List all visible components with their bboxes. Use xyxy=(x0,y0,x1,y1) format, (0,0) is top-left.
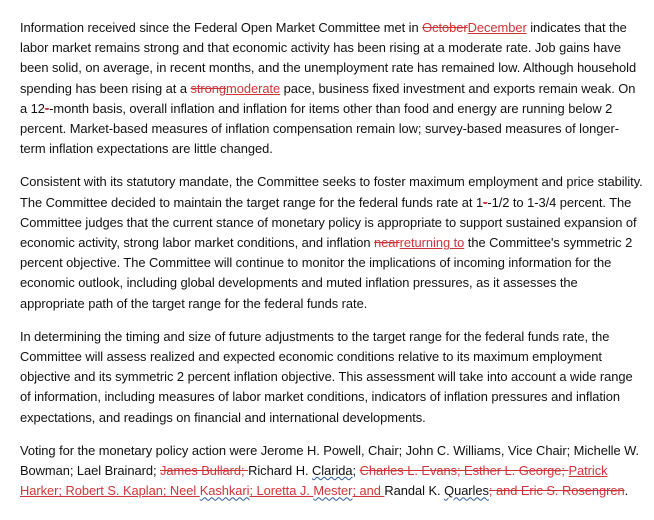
deleted-text[interactable]: Charles L. Evans; Esther L. George; xyxy=(359,463,569,479)
spellcheck-flagged-word[interactable]: Quarles xyxy=(444,483,489,499)
deleted-text[interactable]: - xyxy=(483,194,488,210)
deleted-text[interactable]: October xyxy=(422,20,468,35)
text-run: -month basis, overall inflation and inflation for items other than food and energy are running below 2 percent. Market-based measures of inflation compensation remain low; survey-based measures of longer-term inflation expectations are little changed. xyxy=(20,100,619,157)
text-run: Information received since the Federal Open Market Committee met in xyxy=(20,20,423,35)
inserted-text[interactable]: moderate xyxy=(226,80,281,96)
spellcheck-flagged-word[interactable]: Clarida xyxy=(312,463,353,479)
inserted-text[interactable]: ; and xyxy=(352,483,385,499)
text-run: pace, business fixed investment and exports remain weak. On a 12 xyxy=(20,80,636,116)
text-run: the Committee's symmetric 2 percent objective. The Committee will continue to monitor the implications of incoming information for the economic outlook, including global developments and muted inflation pressures, as it assesses the appropriate path of the target range for the federal funds rate. xyxy=(20,235,633,311)
text-run: Randal K. xyxy=(384,483,445,499)
deleted-text[interactable]: - xyxy=(44,100,50,116)
inserted-text[interactable]: Patrick Harker; Robert S. Kaplan; Neel xyxy=(20,463,608,499)
paragraph-voting-members[interactable] xyxy=(20,441,644,502)
deleted-text[interactable]: James Bullard; xyxy=(160,463,249,479)
paragraph-economic-conditions[interactable] xyxy=(20,18,644,159)
inserted-text[interactable]: returning to xyxy=(399,235,465,251)
inserted-spellcheck-word[interactable]: Mester xyxy=(313,483,353,499)
text-run: In determining the timing and size of future adjustments to the target range for the federal funds rate, the Committee will assess realized and expected economic conditions relative to its maximum employment objective and its symmetric 2 percent inflation objective. This assessment will take into account a wide range of information, including measures of labor market conditions, indicators of inflation pressures and inflation expectations, and readings on financial and international developments. xyxy=(20,328,633,425)
deleted-text[interactable]: ; and Eric S. Rosengren xyxy=(488,483,625,499)
paragraph-policy-decision[interactable] xyxy=(20,172,644,313)
inserted-text[interactable]: ; Loretta J. xyxy=(249,483,314,499)
inserted-spellcheck-word[interactable]: Kashkari xyxy=(199,483,250,499)
inserted-text[interactable]: December xyxy=(467,20,527,35)
text-run: -1/2 to 1-3/4 percent. The Committee judges that the current stance of monetary policy is appropriate to support sustained expansion of economic activity, strong labor market conditions, and inflation xyxy=(20,194,637,251)
text-run: Consistent with its statutory mandate, the Committee seeks to foster maximum employment and price stability. The Committee decided to maintain the target range for the federal funds rate at 1 xyxy=(20,174,643,210)
text-run: ; xyxy=(352,463,360,479)
deleted-text[interactable]: near xyxy=(374,235,400,251)
text-run: Voting for the monetary policy action were Jerome H. Powell, Chair; John C. Williams, Vice Chair; Michelle W. Bowman; Lael Brainard; xyxy=(20,442,640,479)
deleted-text[interactable]: strong xyxy=(190,80,227,96)
text-run: Richard H. xyxy=(248,463,313,479)
paragraph-future-adjustments[interactable] xyxy=(20,327,644,428)
text-run: indicates that the labor market remains strong and that economic activity has been rising at a moderate rate. Job gains have been solid, on average, in recent months, and the unemployment rate has remained low. Although household spending has been rising at a xyxy=(20,20,637,96)
text-run: . xyxy=(624,483,629,499)
